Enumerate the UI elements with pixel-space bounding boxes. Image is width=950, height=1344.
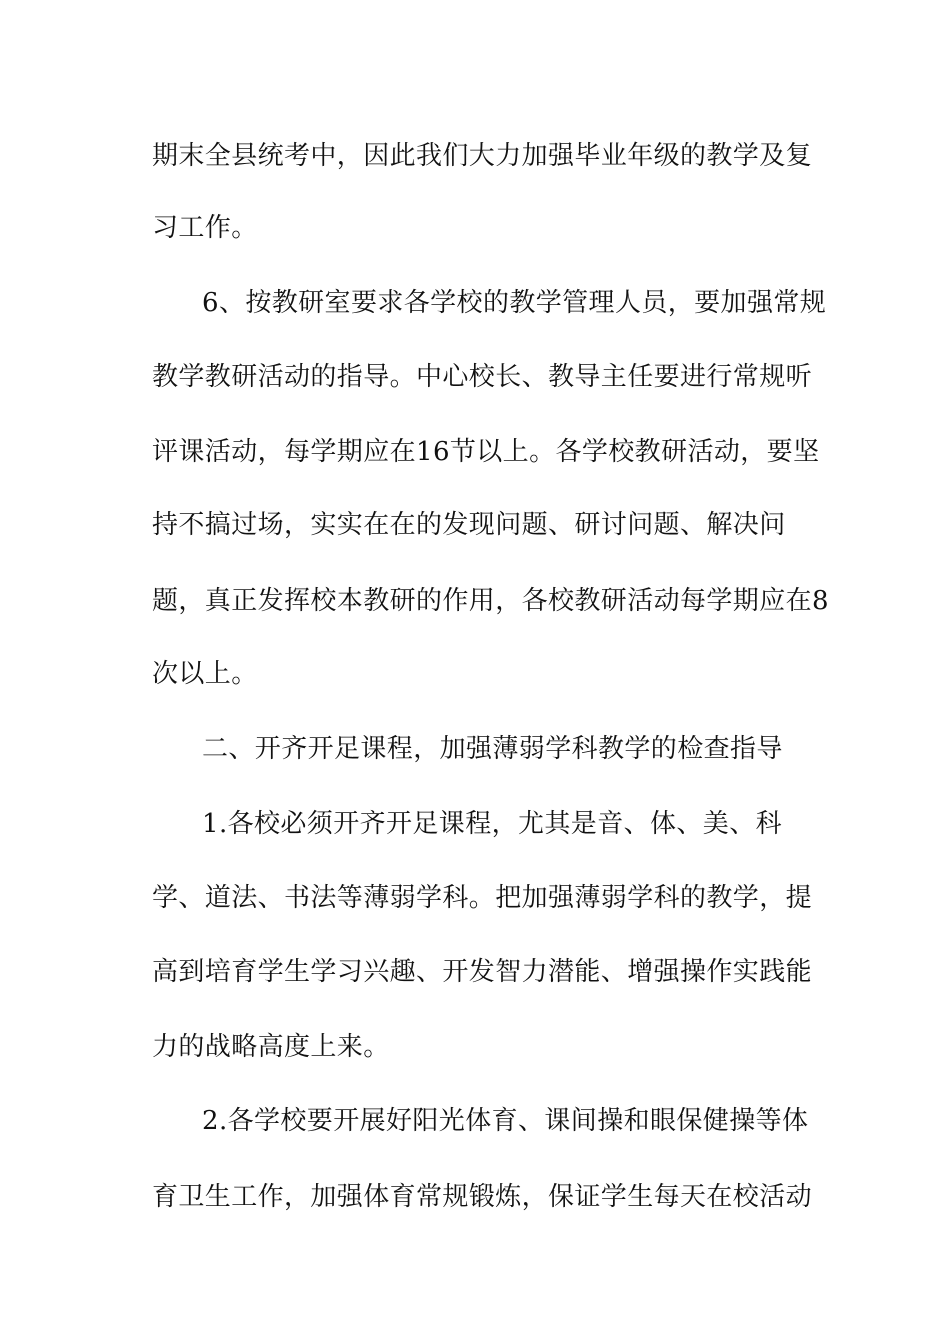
text-line: 学、道法、书法等薄弱学科。把加强薄弱学科的教学，提	[152, 883, 813, 913]
paragraph-start-line: 6、按教研室要求各学校的教学管理人员，要加强常规	[202, 288, 827, 318]
text-line: 力的战略高度上来。	[152, 1032, 390, 1062]
text-line: 育卫生工作，加强体育常规锻炼，保证学生每天在校活动	[152, 1182, 813, 1212]
text-line: 持不搞过场，实实在在的发现问题、研讨问题、解决问	[152, 510, 786, 540]
text-line: 次以上。	[152, 659, 258, 689]
section-heading: 二、开齐开足课程，加强薄弱学科教学的检查指导	[202, 734, 783, 764]
text-line: 期末全县统考中，因此我们大力加强毕业年级的教学及复	[152, 141, 813, 171]
paragraph-start-line: 1.各校必须开齐开足课程，尤其是音、体、美、科	[202, 809, 783, 839]
text-line: 评课活动，每学期应在16节以上。各学校教研活动，要坚	[152, 437, 820, 467]
text-line: 题，真正发挥校本教研的作用，各校教研活动每学期应在8	[152, 586, 829, 616]
text-line: 习工作。	[152, 213, 258, 243]
paragraph-start-line: 2.各学校要开展好阳光体育、课间操和眼保健操等体	[202, 1106, 809, 1136]
text-line: 高到培育学生学习兴趣、开发智力潜能、增强操作实践能	[152, 957, 813, 987]
text-line: 教学教研活动的指导。中心校长、教导主任要进行常规听	[152, 362, 813, 392]
